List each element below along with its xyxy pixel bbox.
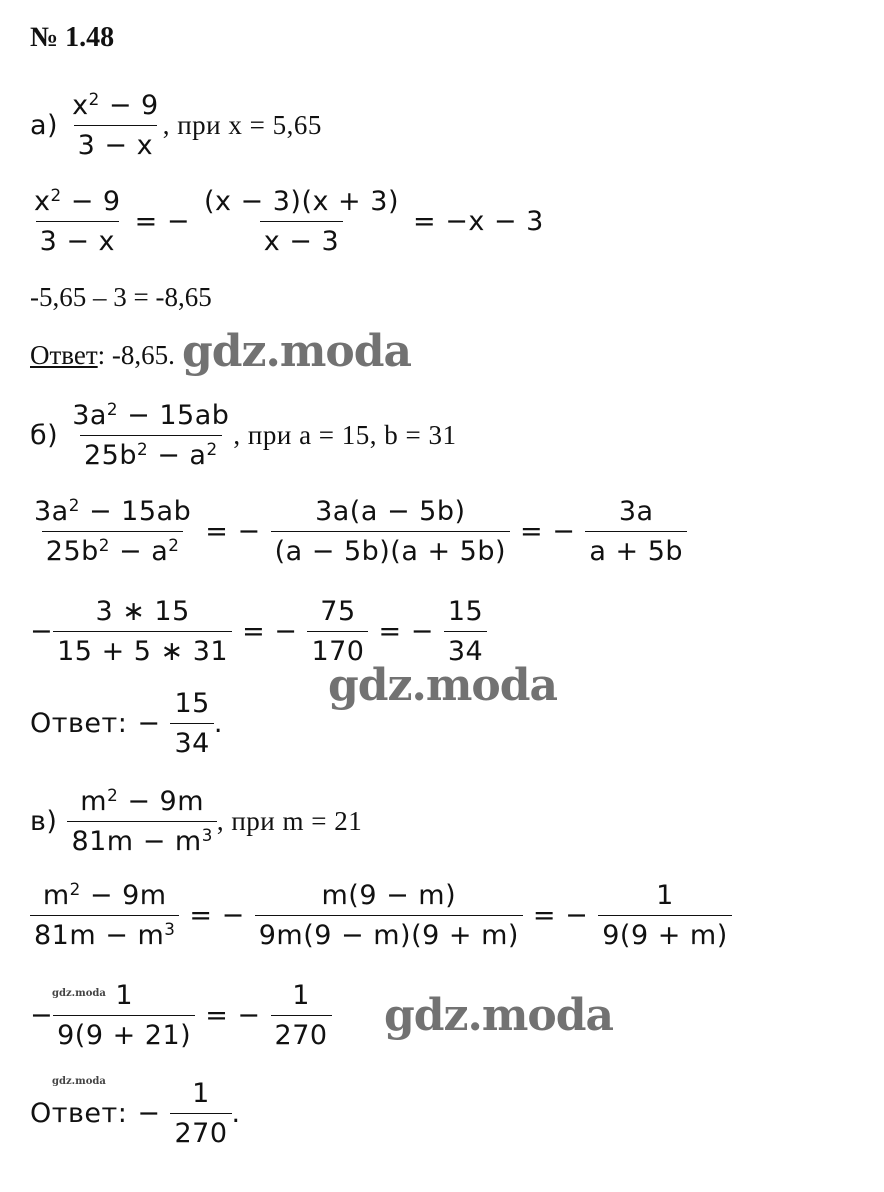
watermark: gdz.moda xyxy=(182,326,412,377)
part-c-solution: $\frac{m^2 - 9m}{81m - m^3}$ = − $\frac{m(9 - m)}{9m(9 - m)(9 + m)}$ = − $\frac{1}{9(9 + m)}$ xyxy=(30,880,732,951)
part-c-condition: , при m = 21 xyxy=(216,806,363,836)
part-b-statement xyxy=(30,400,457,471)
part-b-fraction: $\frac{3a^2 - 15ab}{25b^2 - a^2}$ xyxy=(72,398,230,471)
part-a-condition: , при x = 5,65 xyxy=(162,110,322,140)
part-a-solution: $\frac{x^2 - 9}{3 - x}$ = − $\frac{(x - 3)(x + 3)}{x - 3}$ = −x − 3 xyxy=(34,184,544,257)
part-b-answer: Ответ: − $\frac{15}{34}$ . xyxy=(30,688,223,759)
part-a-label: а) xyxy=(30,110,59,141)
part-a-fraction: $\frac{x^2 - 9}{3 - x}$ xyxy=(72,88,159,161)
watermark: gdz.moda xyxy=(384,990,614,1041)
part-b-solution: $\frac{3a^2 - 15ab}{25b^2 - a^2}$ = − $\frac{3a(a - 5b)}{(a - 5b)(a + 5b)}$ = − $\frac{3a}{a + 5b}$ xyxy=(30,496,687,567)
part-c-label: в) xyxy=(30,806,58,837)
part-b-label: б) xyxy=(30,420,59,451)
part-c-answer: Ответ: − $\frac{1}{270}$ . xyxy=(30,1078,241,1149)
part-b-calculation: − $\frac{3 ∗ 15}{15 + 5 ∗ 31}$ = − $\frac{75}{170}$ = − $\frac{15}{34}$ xyxy=(30,596,487,667)
part-b-condition: , при a = 15, b = 31 xyxy=(233,420,457,450)
problem-title: № 1.48 xyxy=(30,22,115,53)
part-a-statement xyxy=(30,90,322,161)
part-a-answer: Ответ: -8,65. xyxy=(30,340,175,370)
part-c-fraction: $\frac{m^2 - 9m}{81m - m^3}$ xyxy=(67,786,216,857)
watermark-small: gdz.moda xyxy=(52,1076,106,1087)
part-c-calculation: − $\frac{1}{9(9 + 21)}$ = − $\frac{1}{270}$ xyxy=(30,980,332,1051)
part-c-statement xyxy=(30,786,362,857)
watermark-small: gdz.moda xyxy=(52,988,106,999)
watermark: gdz.moda xyxy=(328,660,558,711)
part-a-calculation: -5,65 – 3 = -8,65 xyxy=(30,282,212,312)
